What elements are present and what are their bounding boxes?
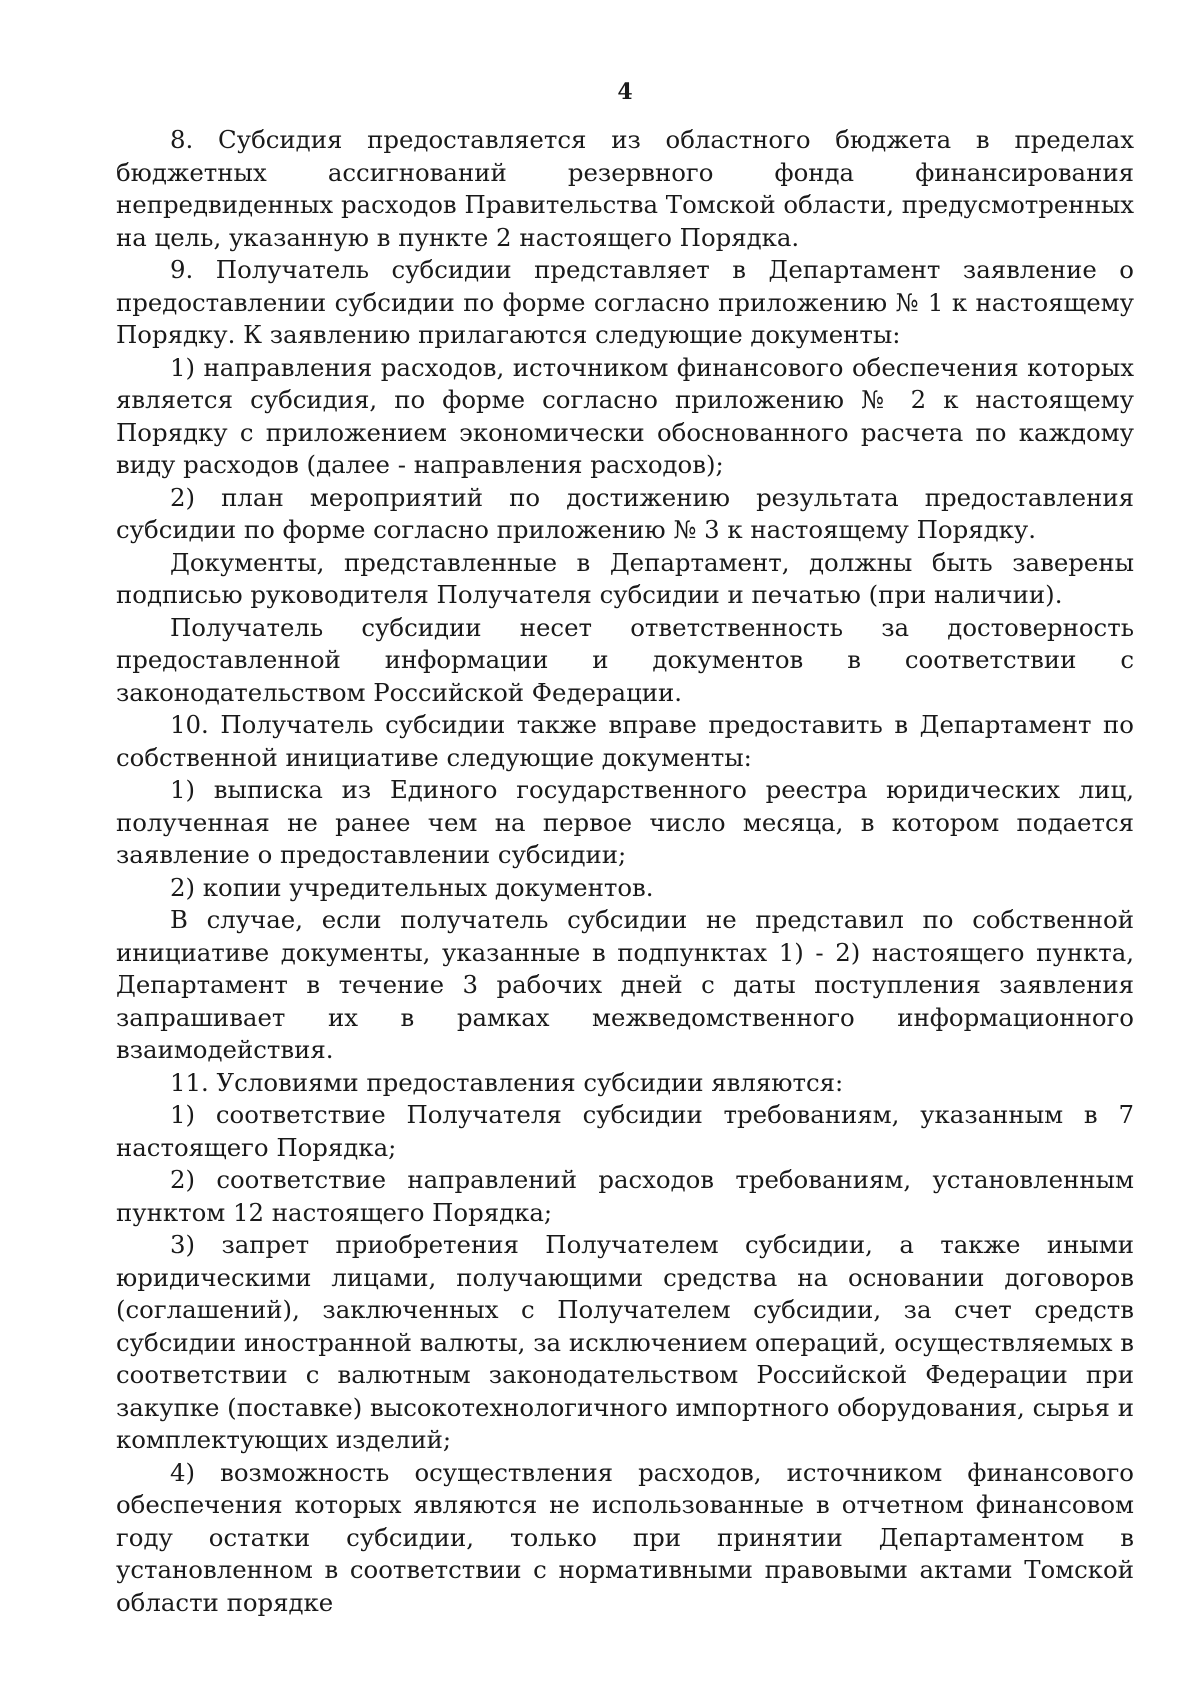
paragraph: В случае, если получатель субсидии не представил по собственной инициативе документы, указанные в подпунктах 1) - 2) настоящего пункта, Департамент в течение 3 рабочих дней с даты поступления заявления запрашивает их в рамках межведомственного информационного взаимодействия. <box>116 905 1134 1064</box>
list-item: 1) направления расходов, источником финансового обеспечения которых является субсидия, по форме согласно приложению № 2 к настоящему Порядку с приложением экономически обоснованного расчета по каждому виду расходов (далее - направления расходов); <box>116 352 1134 479</box>
list-item: 2) соответствие направлений расходов требованиям, установленным пунктом 12 настоящего Порядка; <box>116 1165 1134 1227</box>
page-number: 4 <box>617 79 633 105</box>
list-item: 4) возможность осуществления расходов, источником финансового обеспечения которых являются не использованные в отчетном финансовом году остатки субсидии, только при принятии Департаментом в установленном в соответствии с нормативными правовыми актами Томской области порядке <box>116 1457 1134 1617</box>
paragraph-9: 9. Получатель субсидии представляет в Департамент заявление о предоставлении субсидии по форме согласно приложению № 1 к настоящему Порядку. К заявлению прилагаются следующие документы: <box>116 255 1134 349</box>
paragraph: Документы, представленные в Департамент, должны быть заверены подписью руководителя Получателя субсидии и печатью (при наличии). <box>116 547 1134 609</box>
document-page <box>116 72 1134 1619</box>
paragraph-10: 10. Получатель субсидии также вправе предоставить в Департамент по собственной инициативе следующие документы: <box>116 710 1134 772</box>
list-item: 3) запрет приобретения Получателем субсидии, а также иными юридическими лицами, получающими средства на основании договоров (соглашений), заключенных с Получателем субсидии, за счет средств субсидии иностранной валюты, за исключением операций, осуществляемых в соответствии с валютным законодательством Российской Федерации при закупке (поставке) высокотехнологичного импортного оборудования, сырья и комплектующих изделий; <box>116 1230 1134 1454</box>
list-item: 1) соответствие Получателя субсидии требованиям, указанным в 7 настоящего Порядка; <box>116 1100 1134 1162</box>
paragraph-8: 8. Субсидия предоставляется из областного бюджета в пределах бюджетных ассигнований резервного фонда финансирования непредвиденных расходов Правительства Томской области, предусмотренных на цель, указанную в пункте 2 настоящего Порядка. <box>116 125 1134 252</box>
paragraph-11: 11. Условиями предоставления субсидии являются: <box>170 1067 844 1097</box>
paragraph: Получатель субсидии несет ответственность за достоверность предоставленной информации и документов в соответствии с законодательством Российской Федерации. <box>116 612 1134 707</box>
list-item: 2) план мероприятий по достижению результата предоставления субсидии по форме согласно приложению № 3 к настоящему Порядку. <box>116 482 1134 544</box>
list-item: 2) копии учредительных документов. <box>170 872 654 902</box>
list-item: 1) выписка из Единого государственного реестра юридических лиц, полученная не ранее чем на первое число месяца, в котором подается заявление о предоставлении субсидии; <box>116 775 1134 869</box>
